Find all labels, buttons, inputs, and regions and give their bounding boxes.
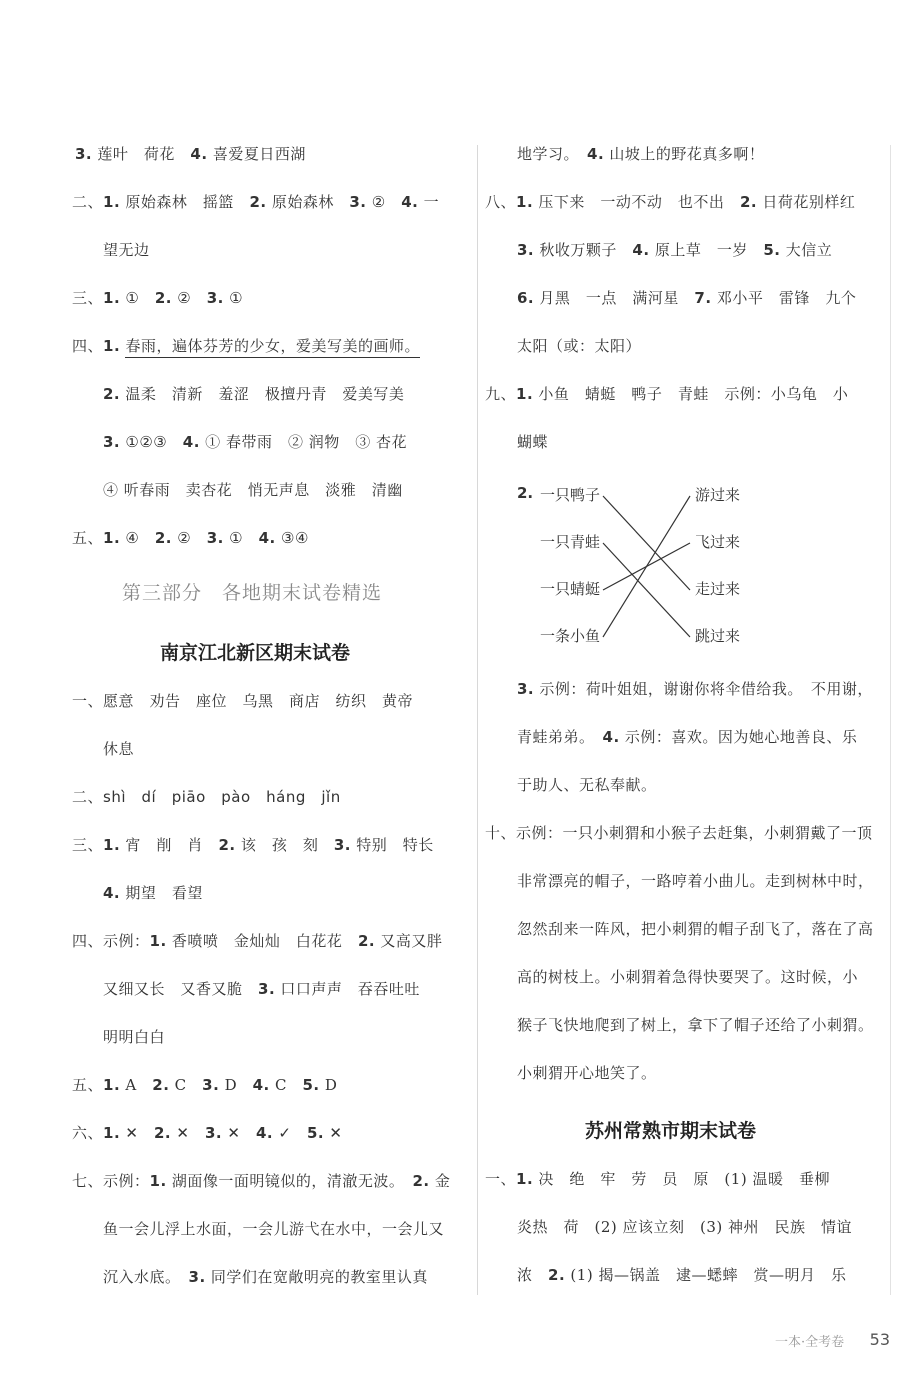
answer-line: 望无边: [103, 241, 150, 259]
answer-line: 二、1. 原始森林 摇篮 2. 原始森林 3. ② 4. 一: [72, 193, 440, 211]
answer-line: 2. 温柔 清新 羞涩 极擅丹青 爱美写美: [103, 385, 405, 403]
matching-lines: [485, 0, 885, 700]
answer-line: 3. ①②③ 4. ① 春带雨 ② 润物 ③ 杏花: [103, 433, 407, 451]
answer-line: 蝴蝶: [517, 433, 549, 451]
exam-title: 南京江北新区期末试卷: [160, 642, 351, 664]
page-number: 53: [869, 1330, 890, 1349]
column-divider: [477, 145, 478, 1295]
answer-line: 十、示例：一只小刺猬和小猴子去赶集，小刺猬戴了一顶: [485, 824, 873, 842]
answer-line: 六、1. ✕ 2. ✕ 3. ✕ 4. ✓ 5. ✕: [72, 1124, 343, 1142]
match-line: [603, 496, 690, 590]
match-number: 2.: [517, 484, 534, 502]
answer-line: 九、1. 小鱼 蜻蜓 鸭子 青蛙 示例：小乌龟 小: [485, 385, 849, 403]
answer-line: 3. 秋收万颗子 4. 原上草 一岁 5. 大信立: [517, 241, 833, 259]
match-right-item: 飞过来: [695, 533, 741, 551]
answer-line: 3. 莲叶 荷花 4. 喜爱夏日西湖: [75, 145, 306, 163]
answer-line: 四、示例：1. 香喷喷 金灿灿 白花花 2. 又高又胖: [72, 932, 443, 950]
answer-line: 3. 示例：荷叶姐姐，谢谢你将伞借给我。 不用谢，: [517, 680, 873, 698]
answer-line: 太阳（或：太阳）: [517, 337, 642, 355]
answer-line: 非常漂亮的帽子，一路哼着小曲儿。走到树林中时，: [517, 872, 874, 890]
footer-brand: 一本·全考卷: [775, 1335, 845, 1350]
answer-line: 二、shì dí piāo pào háng jǐn: [72, 788, 341, 806]
answer-line: 于助人、无私奉献。: [517, 776, 657, 794]
answer-line: 五、1. ④ 2. ② 3. ① 4. ③④: [72, 529, 309, 547]
answer-line: 一、愿意 劝告 座位 乌黑 商店 纺织 黄帝: [72, 692, 414, 710]
answer-line: 猴子飞快地爬到了树上，拿下了帽子还给了小刺猬。: [517, 1016, 874, 1034]
match-left-item: 一只蜻蜓: [540, 580, 601, 598]
section-title: 第三部分 各地期末试卷精选: [122, 582, 383, 604]
answer-line: 高的树枝上。小刺猬着急得快要哭了。这时候，小: [517, 968, 859, 986]
answer-line: ④ 听春雨 卖杏花 悄无声息 淡雅 清幽: [103, 481, 403, 499]
answer-line: 又细又长 又香又脆 3. 口口声声 吞吞吐吐: [103, 980, 420, 998]
answer-line: 沉入水底。 3. 同学们在宽敞明亮的教室里认真: [103, 1268, 428, 1286]
answer-line: 休息: [103, 740, 135, 758]
answer-line: 八、1. 压下来 一动不动 也不出 2. 日荷花别样红: [485, 193, 856, 211]
match-right-item: 游过来: [695, 486, 741, 504]
right-edge-line: [890, 145, 891, 1295]
answer-line: 青蛙弟弟。 4. 示例：喜欢。因为她心地善良、乐: [517, 728, 858, 746]
answer-line: 忽然刮来一阵风，把小刺猬的帽子刮飞了，落在了高: [517, 920, 874, 938]
answer-line: 明明白白: [103, 1028, 166, 1046]
answer-line: 6. 月黑 一点 满河星 7. 邓小平 雷锋 九个: [517, 289, 857, 307]
answer-line: 4. 期望 看望: [103, 884, 203, 902]
exam-title: 苏州常熟市期末试卷: [585, 1120, 757, 1142]
answer-line: 一、1. 决 绝 牢 劳 员 原 (1) 温暖 垂柳: [485, 1170, 830, 1188]
answer-line: 四、1. 春雨，遍体芬芳的少女，爱美写美的画师。: [72, 335, 420, 356]
answer-line: 小刺猬开心地笑了。: [517, 1064, 657, 1082]
match-left-item: 一只青蛙: [540, 533, 601, 551]
match-left-item: 一条小鱼: [540, 627, 601, 645]
answer-line: 浓 2. (1) 揭—锅盖 逮—蟋蟀 赏—明月 乐: [517, 1266, 847, 1284]
match-right-item: 跳过来: [695, 627, 741, 645]
answer-line: 鱼一会儿浮上水面，一会儿游弋在水中，一会儿又: [103, 1220, 445, 1238]
match-line: [603, 496, 690, 637]
match-left-item: 一只鸭子: [540, 486, 601, 504]
answer-line: 地学习。 4. 山坡上的野花真多啊！: [517, 145, 765, 163]
answer-line: 三、1. 宵 削 肖 2. 该 孩 刻 3. 特别 特长: [72, 836, 434, 854]
answer-line: 五、1. A 2. C 3. D 4. C 5. D: [72, 1076, 338, 1094]
match-right-item: 走过来: [695, 580, 741, 598]
match-line: [603, 543, 690, 637]
answer-line: 炎热 荷 (2) 应该立刻 (3) 神州 民族 情谊: [517, 1218, 853, 1236]
answer-line: 七、示例：1. 湖面像一面明镜似的，清澈无波。 2. 金: [72, 1172, 451, 1190]
answer-line: 三、1. ① 2. ② 3. ①: [72, 289, 244, 307]
